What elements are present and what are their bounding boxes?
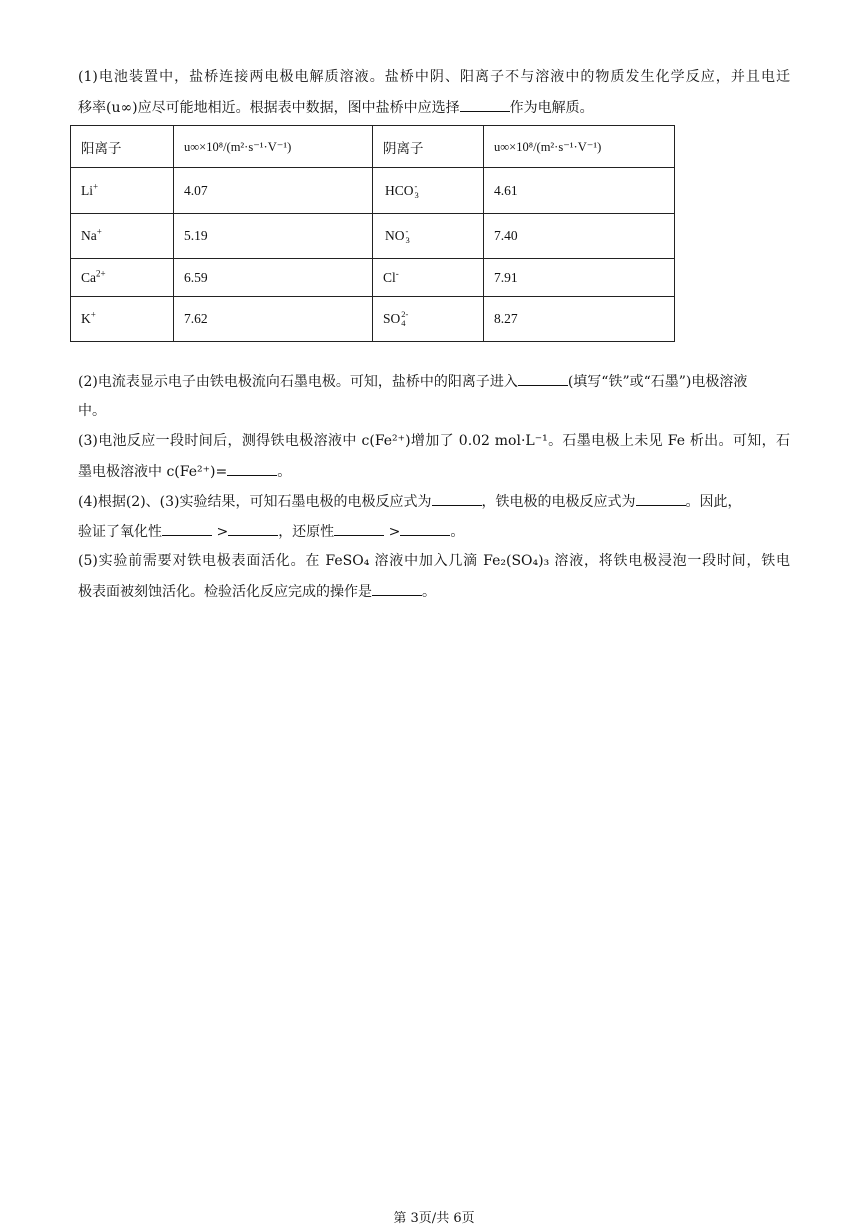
cation-charge: + [93, 181, 99, 191]
table-row [71, 259, 675, 297]
q4-line1 [78, 491, 742, 512]
q4-line1-text-a: (4)根据(2)、(3)实验结果，可知石墨电极的电极反应式为 [78, 494, 432, 510]
cation-cell [71, 297, 174, 342]
header-cation: 阳离子 [71, 126, 174, 168]
q3-line2 [78, 461, 291, 482]
q4-line1-text-c: 。因此， [685, 494, 742, 510]
q1-line2-text-a: 移率(u∞)应尽可能地相近。根据表中数据，图中盐桥中应选择 [78, 100, 460, 116]
cation-value: 4.07 [174, 168, 373, 214]
q1-line2-text-b: 作为电解质。 [509, 100, 594, 116]
anion-subscript: 3 [405, 235, 410, 245]
q1-answer-blank[interactable] [460, 97, 510, 112]
cation-symbol: Li [81, 182, 93, 198]
q4-iron-equation-blank[interactable] [636, 491, 686, 506]
anion-cell [373, 297, 484, 342]
table-row [71, 214, 675, 259]
table-header-row [71, 126, 675, 168]
q3-line2-text-b: 。 [277, 464, 292, 480]
q4-graphite-equation-blank[interactable] [432, 491, 482, 506]
anion-value: 7.91 [484, 259, 675, 297]
anion-symbol: Cl [383, 269, 396, 285]
q4-reducer-blank-1[interactable] [334, 521, 384, 536]
q5-line2-text-a: 极表面被刻蚀活化。检验活化反应完成的操作是 [78, 584, 372, 600]
anion-subscript: 3 [414, 189, 419, 200]
anion-symbol: NO [385, 228, 405, 243]
anion-symbol: HCO [385, 182, 414, 198]
anion-charge: 2- [401, 309, 409, 319]
q5-answer-blank[interactable] [372, 581, 422, 596]
anion-cell [373, 259, 484, 297]
q4-line2-text-c: 。 [450, 524, 465, 540]
q3-line1: (3)电池反应一段时间后，测得铁电极溶液中 c(Fe²⁺)增加了 0.02 mol·L⁻¹。石墨电极上未见 Fe 析出。可知，石 [78, 433, 790, 449]
anion-charge: - [395, 268, 399, 278]
cation-charge: + [96, 226, 102, 237]
q5-line2 [78, 581, 436, 602]
q4-reducer-blank-2[interactable] [400, 521, 450, 536]
cation-symbol: Ca [81, 269, 96, 285]
cation-symbol: K [81, 311, 91, 326]
q5-line2-text-b: 。 [422, 584, 436, 600]
q1-line1: (1)电池装置中，盐桥连接两电极电解质溶液。盐桥中阴、阳离子不与溶液中的物质发生化学反应，并且电迁 [78, 69, 790, 85]
anion-symbol: SO [383, 311, 401, 326]
greater-than-sign: > [216, 524, 229, 540]
cation-charge: 2+ [96, 268, 106, 278]
q2-line1-text-b: (填写“铁”或“石墨”)电极溶液 [567, 374, 748, 390]
q4-line2-text-a: 验证了氧化性 [78, 524, 162, 540]
anion-subscript: 4 [401, 318, 406, 328]
q5-line1: (5)实验前需要对铁电极表面活化。在 FeSO₄ 溶液中加入几滴 Fe₂(SO₄)₃ 溶液，将铁电极浸泡一段时间，铁电 [78, 553, 790, 569]
cation-value: 7.62 [174, 297, 373, 342]
q4-oxidizer-blank-2[interactable] [228, 521, 278, 536]
table-row [71, 168, 675, 214]
q4-line1-text-b: ，铁电极的电极反应式为 [481, 494, 636, 510]
cation-symbol: Na [81, 228, 97, 243]
cation-charge: + [90, 309, 96, 320]
anion-value: 8.27 [484, 297, 675, 342]
cation-value: 6.59 [174, 259, 373, 297]
cation-cell [71, 259, 174, 297]
header-mobility-cation: u∞×10⁸/(m²·s⁻¹·V⁻¹) [174, 126, 373, 168]
q2-line1 [78, 371, 747, 392]
header-anion: 阴离子 [373, 126, 484, 168]
anion-charge: - [414, 180, 418, 191]
greater-than-sign: > [388, 524, 401, 540]
table-row [71, 297, 675, 342]
cation-cell [71, 214, 174, 259]
q1-line2 [78, 97, 594, 118]
page-footer: 第 3页/共 6页 [393, 1211, 475, 1226]
anion-cell [373, 168, 484, 214]
anion-value: 7.40 [484, 214, 675, 259]
cation-cell [71, 168, 174, 214]
anion-value: 4.61 [484, 168, 675, 214]
cation-value: 5.19 [174, 214, 373, 259]
q2-line1-text-a: (2)电流表显示电子由铁电极流向石墨电极。可知，盐桥中的阳离子进入 [78, 374, 518, 390]
q3-answer-blank[interactable] [227, 461, 277, 476]
ion-mobility-table [70, 125, 675, 342]
q4-oxidizer-blank-1[interactable] [162, 521, 212, 536]
q4-line2 [78, 521, 464, 542]
q4-line2-text-b: ，还原性 [278, 524, 335, 540]
anion-charge: - [405, 226, 409, 236]
anion-cell [373, 214, 484, 259]
q2-answer-blank[interactable] [518, 371, 568, 386]
q2-line2: 中。 [78, 403, 106, 419]
header-mobility-anion: u∞×10⁸/(m²·s⁻¹·V⁻¹) [484, 126, 675, 168]
q3-line2-text-a: 墨电极溶液中 c(Fe²⁺)= [78, 464, 228, 480]
